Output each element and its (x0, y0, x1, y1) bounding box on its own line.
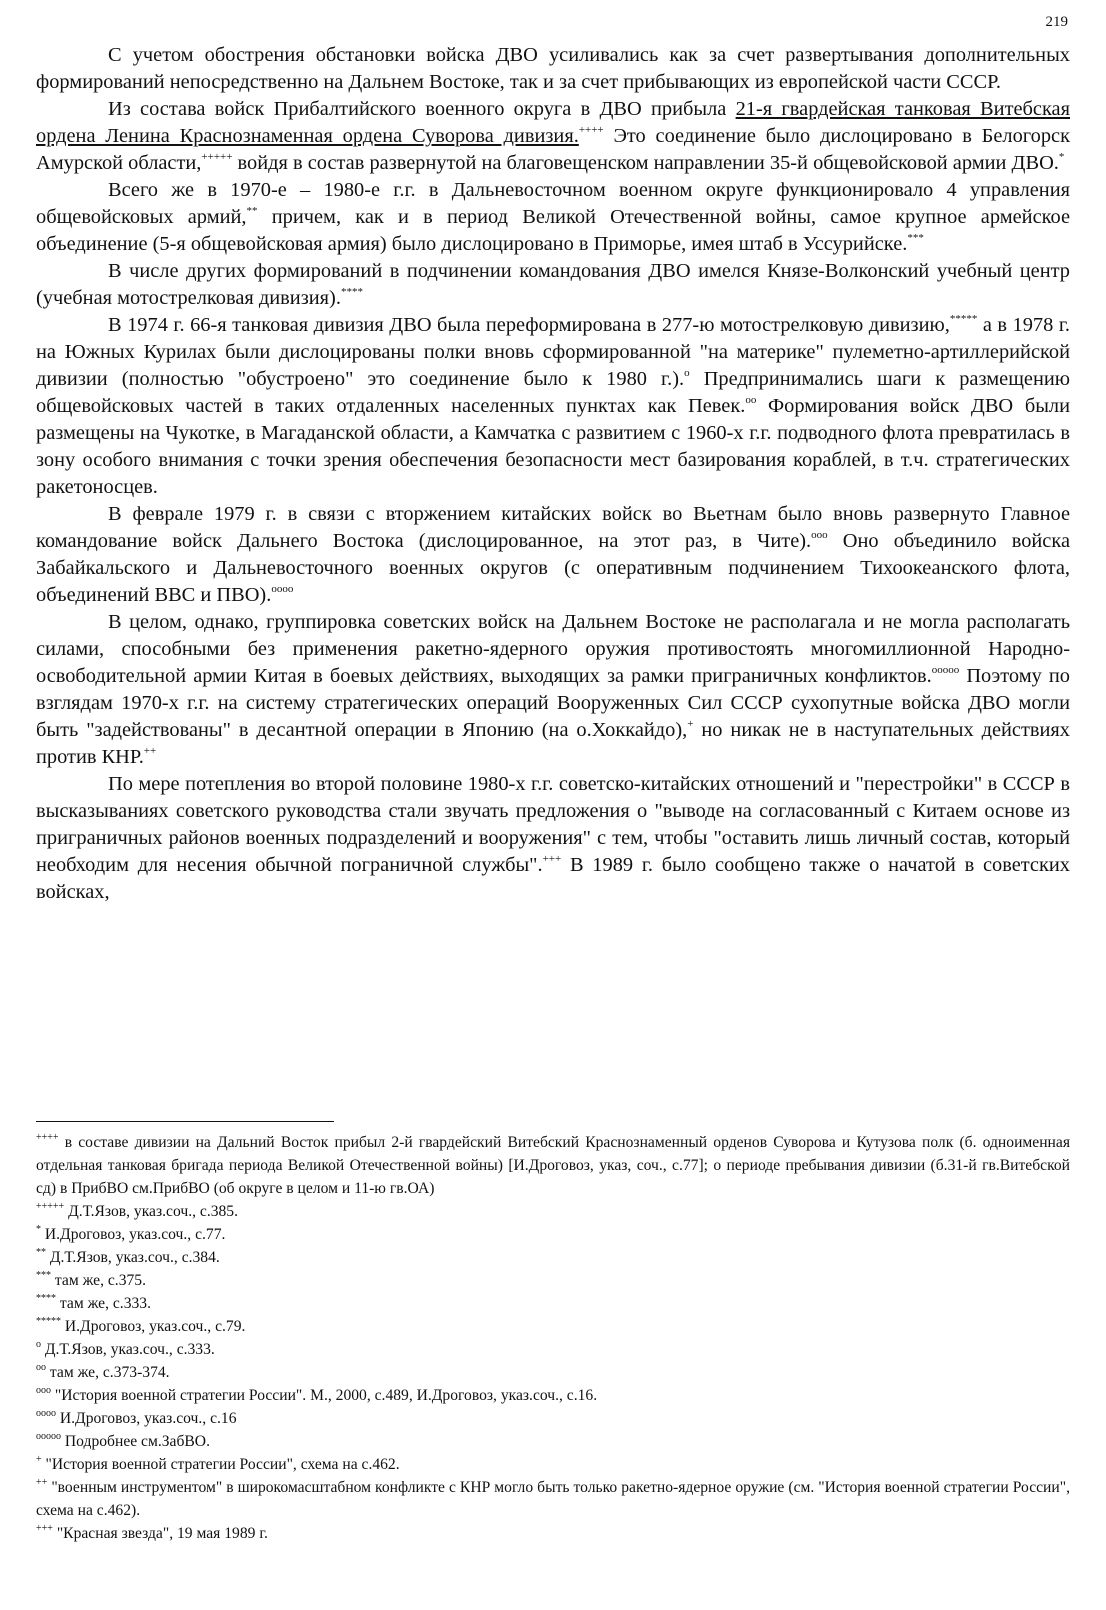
paragraph-text: В 1974 г. 66-я танковая дивизия ДВО была переформирована в 277-ю мотострелковую дивизию, (108, 314, 950, 336)
footnote-marker: +++ (36, 1523, 53, 1534)
paragraph (36, 42, 1070, 96)
paragraph-text: а в 1978 г. на Южных Курилах были дислоцированы полки вновь сформированной "на материке" пулеметно-артиллерийской дивизии (полностью "обустроено" это соединение было к 1980 г.). (36, 314, 1070, 390)
underlined-text: 21-я гвардейская танковая Витебская ордена Ленина Краснознаменная ордена Суворова дивизия. (36, 98, 1070, 147)
footnote-marker: *** (907, 232, 924, 244)
footnote-marker: oo (745, 394, 757, 406)
footnote-marker: +++ (542, 853, 562, 865)
paragraph-text: Всего же в 1970-е – 1980-е г.г. в Дальневосточном военном округе функционировало 4 управления общевойсковых армий, (36, 179, 1070, 228)
footnote (36, 1292, 1070, 1315)
footnote-marker: + (36, 1454, 42, 1465)
paragraph (36, 177, 1070, 258)
footnote-marker: **** (36, 1293, 56, 1304)
footnote-marker: +++++ (36, 1201, 65, 1212)
paragraph (36, 96, 1070, 177)
footnote (36, 1522, 1070, 1545)
footnote-marker: +++++ (201, 151, 233, 163)
footnote-separator (36, 1121, 334, 1122)
footnote (36, 1131, 1070, 1200)
footnotes (36, 1131, 1070, 1545)
footnote-marker: o (684, 367, 690, 379)
footnote-marker: ** (246, 205, 258, 217)
paragraph (36, 501, 1070, 609)
footnote-marker: o (36, 1339, 41, 1350)
paragraph-text: В феврале 1979 г. в связи с вторжением китайских войск во Вьетнам было вновь развернуто Главное командование войск Дальнего Востока (дислоцированное, на этот раз, в Чите). (36, 503, 1070, 552)
footnote-marker: ooooo (36, 1431, 61, 1442)
paragraph-text: В числе других формирований в подчинении командования ДВО имелся Князе-Волконский учебный центр (учебная мотострелковая дивизия). (36, 260, 1070, 309)
footnote (36, 1476, 1070, 1522)
footnote-marker: **** (340, 286, 363, 298)
footnote (36, 1407, 1070, 1430)
footnote-text: там же, с.373-374. (46, 1364, 170, 1381)
footnote-marker: + (687, 718, 694, 730)
footnote-marker: ++ (36, 1477, 48, 1488)
footnote-marker: ***** (36, 1316, 61, 1327)
footnote (36, 1430, 1070, 1453)
paragraph-text: Оно объединило войска Забайкальского и Дальневосточного военных округов (с оперативным подчинением Тихоокеанского флота, объединений ВВС и ПВО). (36, 530, 1070, 606)
footnote-marker: ** (36, 1247, 46, 1258)
footnote-marker: oooo (36, 1408, 56, 1419)
footnote-text: "военным инструментом" в широкомасштабном конфликте с КНР могло быть только ракетно-ядерное оружие (см. "История военной стратегии России", схема на с.462). (36, 1479, 1070, 1519)
page-number: 219 (1045, 14, 1068, 30)
footnote (36, 1223, 1070, 1246)
footnote-text: И.Дроговоз, указ.соч., с.77. (41, 1226, 226, 1243)
paragraph-text: В целом, однако, группировка советских войск на Дальнем Востоке не располагала и не могла располагать силами, способными без применения ракетно-ядерного оружия противостоять многомиллионной Народно-освободительной армии Китая в боевых действиях, выходящих за рамки приграничных конфликтов. (36, 611, 1070, 687)
footnote-marker: oooo (271, 583, 294, 595)
footnote-text: там же, с.375. (51, 1272, 146, 1289)
paragraph-text: С учетом обострения обстановки войска ДВО усиливались как за счет развертывания дополнительных формирований непосредственно на Дальнем Востоке, так и за счет прибывающих из европейской части СССР. (36, 44, 1070, 93)
paragraph-text: Поэтому по взглядам 1970-х г.г. на систему стратегических операций Вооруженных Сил СССР сухопутные войска ДВО могли быть "задействованы" в десантной операции в Японию (на о.Хоккайдо), (36, 665, 1070, 741)
footnote-text: Д.Т.Язов, указ.соч., с.385. (64, 1203, 239, 1220)
footnote-marker: oo (36, 1362, 46, 1373)
footnote-marker: * (1058, 151, 1065, 163)
paragraph-text: причем, как и в период Великой Отечественной войны, самое крупное армейское объединение (5-я общевойсковая армия) было дислоцировано в Приморье, имея штаб в Уссурийске. (36, 206, 1071, 255)
footnote (36, 1384, 1070, 1407)
footnote-text: Подробнее см.ЗабВО. (61, 1433, 210, 1450)
paragraph-text: Это соединение было дислоцировано в Белогорск Амурской области, (36, 125, 1070, 174)
footnote (36, 1200, 1070, 1223)
body-text (36, 42, 1070, 906)
paragraph (36, 609, 1070, 771)
footnote-text: "История военной стратегии России", схема на с.462. (41, 1456, 400, 1473)
footnote (36, 1338, 1070, 1361)
footnote (36, 1361, 1070, 1384)
paragraph-text: но никак не в наступательных действиях против КНР. (36, 719, 1070, 768)
footnote-marker: ooo (811, 529, 828, 541)
footnote-text: Д.Т.Язов, указ.соч., с.333. (41, 1341, 215, 1358)
footnote-text: И.Дроговоз, указ.соч., с.16 (56, 1410, 237, 1427)
paragraph (36, 771, 1070, 906)
footnote-marker: ++ (143, 745, 157, 757)
footnote-text: "Красная звезда", 19 мая 1989 г. (52, 1525, 268, 1542)
footnote (36, 1453, 1070, 1476)
footnote-marker: ooooo (931, 664, 960, 676)
footnote-text: Д.Т.Язов, указ.соч., с.384. (46, 1249, 220, 1266)
paragraph (36, 312, 1070, 501)
footnote-marker: * (36, 1224, 41, 1235)
footnote-text: И.Дроговоз, указ.соч., с.79. (61, 1318, 246, 1335)
footnote-marker: *** (36, 1270, 51, 1281)
footnote-text: там же, с.333. (56, 1295, 151, 1312)
paragraph-text: войдя в состав развернутой на благовещенском направлении 35-й общевойсковой армии ДВО. (232, 152, 1059, 174)
footnote (36, 1315, 1070, 1338)
footnote-marker: ***** (949, 313, 978, 325)
paragraph-text: Из состава войск Прибалтийского военного округа в ДВО прибыла (108, 98, 736, 120)
paragraph (36, 258, 1070, 312)
paragraph-text: Формирования войск ДВО были размещены на Чукотке, в Магаданской области, а Камчатка с развитием с 1960-х г.г. подводного флота превратилась в зону особого внимания с точки зрения обеспечения безопасности мест базирования кораблей, в т.ч. стратегических ракетоносцев. (36, 395, 1070, 498)
paragraph-text: Предпринимались шаги к размещению общевойсковых частей в таких отдаленных населенных пунктах как Певек. (36, 368, 1071, 417)
paragraph-text: В 1989 г. было сообщено также о начатой в советских войсках, (36, 854, 1070, 903)
footnote-marker: ooo (36, 1385, 51, 1396)
footnote (36, 1269, 1070, 1292)
paragraph-text: По мере потепления во второй половине 1980-х г.г. советско-китайских отношений и "перестройки" в СССР в высказываниях советского руководства стали звучать предложения о "выводе на согласованный с Китаем основе из приграничных районов военных подразделений и вооружения" с тем, чтобы "оставить лишь личный состав, который необходим для несения обычной пограничной службы". (36, 773, 1070, 876)
footnote-text: "История военной стратегии России". М., 2000, с.489, И.Дроговоз, указ.соч., с.16. (51, 1387, 598, 1404)
footnote-text: в составе дивизии на Дальний Восток прибыл 2-й гвардейский Витебский Краснознаменный орденов Суворова и Кутузова полк (б. одноименная отдельная танковая бригада периода Великой Отечественной войны) [И.Дроговоз, указ, соч., с.77]; о периоде пребывания дивизии (б.31-й гв.Витебской сд) в ПрибВО см.ПрибВО (об округе в целом и 11-ю гв.ОА) (36, 1134, 1070, 1197)
footnote (36, 1246, 1070, 1269)
footnote-marker: ++++ (36, 1132, 59, 1143)
footnote-marker: ++++ (578, 124, 604, 136)
